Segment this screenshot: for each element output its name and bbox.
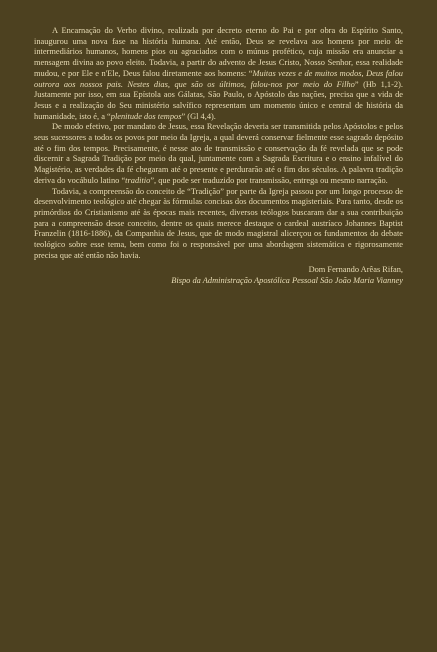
signature-title: Bispo da Administração Apostólica Pessoal São João Maria Vianney — [171, 276, 403, 286]
p1-text-2: ” (Hb 1,1-2). Justamente por isso, em sua Epístola aos Gálatas, São Paulo, o Apóstolo das nações, precisa que a vida de Jesus e a realização do Seu ministério salvífico representam um momento único e central de história da humanidade, isto é, a “ — [34, 79, 403, 121]
paragraph-2 — [34, 122, 403, 186]
p2-text-2: ”, que pode ser traduzido por transmissão, entrega ou mesmo narração. — [150, 175, 388, 185]
p1-quote-galatians: plenitude dos tempos — [110, 111, 182, 121]
signature-name: Dom Fernando Arêas Rifan, — [308, 265, 403, 275]
paragraph-3 — [34, 187, 403, 262]
p1-text-1: A Encarnação do Verbo divino, realizada por decreto eterno do Pai e por obra do Espírito Santo, inaugurou uma nova fase na história humana. Até então, Deus se revelava aos homens por meio de intermediários humanos, homens pios ou agraciados com o múnus profético, cuja missão era anunciar a mensagem divina ao povo eleito. Todavia, a partir do advento de Jesus Cristo, Nosso Senhor, essa realidade mudou, e por Ele e n'Ele, Deus falou diretamente aos homens: “ — [34, 26, 403, 78]
signature — [34, 265, 403, 286]
p3-text-1: Todavia, a compreensão do conceito de “Tradição” por parte da Igreja passou por um longo processo de desenvolvimento teológico até chegar às fórmulas concisas dos documentos magisteriais. Para tanto, desde os primórdios do Cristianismo até às épocas mais recentes, diversos teólogos buscaram dar a sua contribuição para a compreensão desse conceito, dentre os quais merece destaque o cardeal austríaco Johannes Baptist Franzelin (1816-1886), da Companhia de Jesus, que de modo magistral alicerçou os fundamentos do debate teológico sobre esse tema, bem como foi o responsável por uma abordagem sistemática e rigorosamente precisa que até então não havia. — [34, 186, 403, 260]
p2-latin-word: traditio — [125, 175, 151, 185]
p1-quote-hebrews: Muitas vezes e de muitos modos, Deus falou outrora aos nossos pais. Nestes dias, que são os últimos, falou-nos por meio do Filho — [34, 68, 403, 89]
paragraph-1 — [34, 26, 403, 122]
p1-text-3: ” (Gl 4,4). — [181, 111, 216, 121]
p2-text-1: De modo efetivo, por mandato de Jesus, essa Revelação deveria ser transmitida pelos Apóstolos e pelos seus sucessores a todos os povos por meio da Igreja, a qual deverá conservar fielmente esse sagrado depósito até o fim dos tempos. Precisamente, é nesse ato de transmissão e conservação da fé revelada que se pode discernir a Sagrada Tradição por meio da qual, juntamente com a Sagrada Escritura e o ensino infalível do Magistério, as verdades da fé chegaram até o presente e perdurarão até o fim dos séculos. A palavra tradição deriva do vocábulo latino “ — [34, 122, 403, 185]
cover-text — [34, 26, 403, 287]
